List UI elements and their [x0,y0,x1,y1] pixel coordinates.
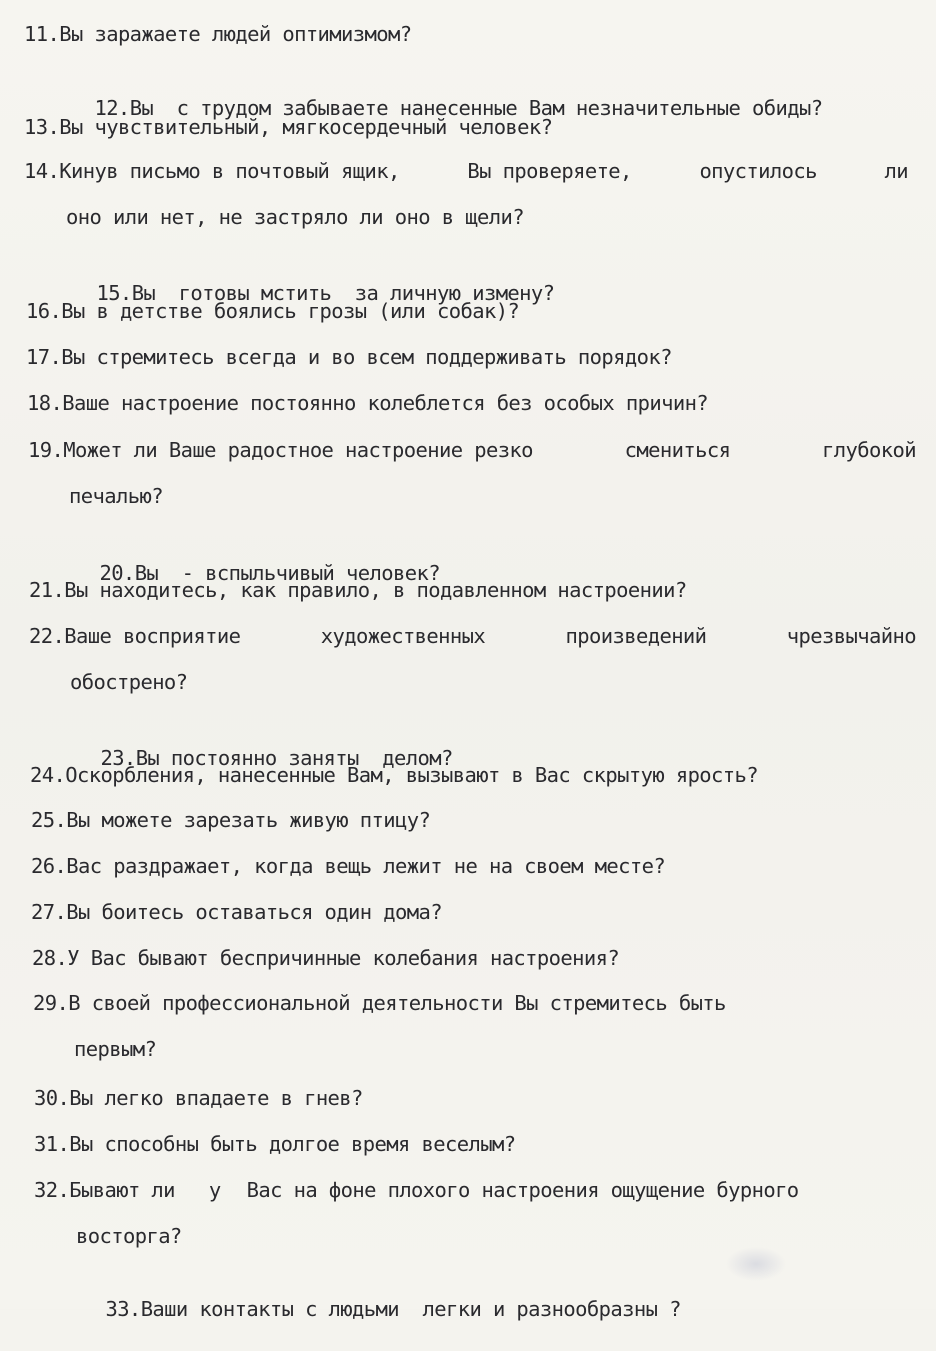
question-22 [0,622,936,702]
question-32 [0,1176,936,1256]
question-text-part: художественных [320,624,486,648]
question-number: 27. [31,900,67,924]
question-continuation: печалью? [69,484,163,508]
question-continuation: оно или нет, не застряло ли оно в щели? [66,205,524,229]
question-number: 31. [34,1132,70,1156]
question-text-part: у [208,1178,221,1202]
question-text: Вы чувствительный, мягкосердечный человек? [59,115,553,139]
question-text: Вы постоянно заняты делом? [135,746,453,770]
question-number: 26. [31,854,67,878]
question-number: 24. [30,763,66,787]
question-text: Вы готовы мстить за личную измену? [131,281,555,305]
question-text-part: глубокой [822,438,916,462]
question-continuation: обострено? [70,670,188,694]
question-number: 29. [33,991,69,1015]
question-text: Ваше настроение постоянно колеблется без особых причин? [62,391,709,415]
question-text: В своей профессиональной деятельности Вы стремитесь быть [68,991,726,1015]
question-number: 21. [29,578,65,602]
question-number: 17. [26,345,62,369]
question-text: Вы находитесь, как правило, в подавленном настроении? [64,578,687,602]
question-number: 30. [34,1086,70,1110]
question-continuation: восторга? [76,1224,182,1248]
question-number: 13. [24,115,60,139]
question-text: Вы - вспыльчивый человек? [134,561,440,585]
question-text: Вы можете зарезать живую птицу? [66,808,431,832]
question-number: 12. [94,96,130,120]
question-number: 23. [100,746,136,770]
question-text: У Вас бывают беспричинные колебания настроения? [67,946,620,970]
question-text-part: Вас на фоне плохого настроения ощущение бурного [246,1178,799,1202]
question-text-part: опустилось [699,159,817,183]
question-continuation: первым? [74,1037,157,1061]
question-number: 14. [24,159,60,183]
question-number: 28. [32,946,68,970]
question-text: Вы способны быть долгое время веселым? [69,1132,516,1156]
question-text-part: смениться [624,438,731,462]
question-text-part: Может ли Ваше радостное настроение резко [63,438,533,462]
question-number: 33. [105,1297,141,1321]
question-text-part: Вы проверяете, [467,159,632,183]
question-text: Вас раздражает, когда вещь лежит не на своем месте? [66,854,666,878]
question-text: Вы заражаете людей оптимизмом? [59,22,412,46]
question-number: 25. [31,808,67,832]
question-text-part: Бывают ли [69,1178,175,1202]
question-text: Вы легко впадаете в гнев? [69,1086,363,1110]
question-text-part: Ваше восприятие [64,624,241,648]
question-text: Вы боитесь оставаться один дома? [66,900,442,924]
question-text: Вы в детстве боялись грозы (или собак)? [61,299,520,323]
question-number: 22. [29,624,65,648]
question-text-part: ли [884,159,908,183]
question-text: Ваши контакты с людьми легки и разнообразны ? [140,1297,681,1321]
question-19 [0,436,936,516]
question-number: 11. [24,22,60,46]
question-number: 18. [27,391,63,415]
question-text: Вы с трудом забываете нанесенные Вам незначительные обиды? [129,96,823,120]
question-text: Вы стремитесь всегда и во всем поддерживать порядок? [61,345,672,369]
question-text-part: произведений [565,624,707,648]
question-number: 19. [28,438,64,462]
question-14 [0,157,936,237]
question-text: Оскорбления, нанесенные Вам, вызывают в Вас скрытую ярость? [65,763,759,787]
question-number: 20. [99,561,135,585]
question-text-part: чрезвычайно [786,624,916,648]
question-text-part: Кинув письмо в почтовый ящик, [59,159,400,183]
scan-smudge [726,1247,786,1281]
question-number: 32. [34,1178,70,1202]
question-number: 16. [26,299,62,323]
question-number: 15. [96,281,132,305]
question-29 [0,989,936,1069]
